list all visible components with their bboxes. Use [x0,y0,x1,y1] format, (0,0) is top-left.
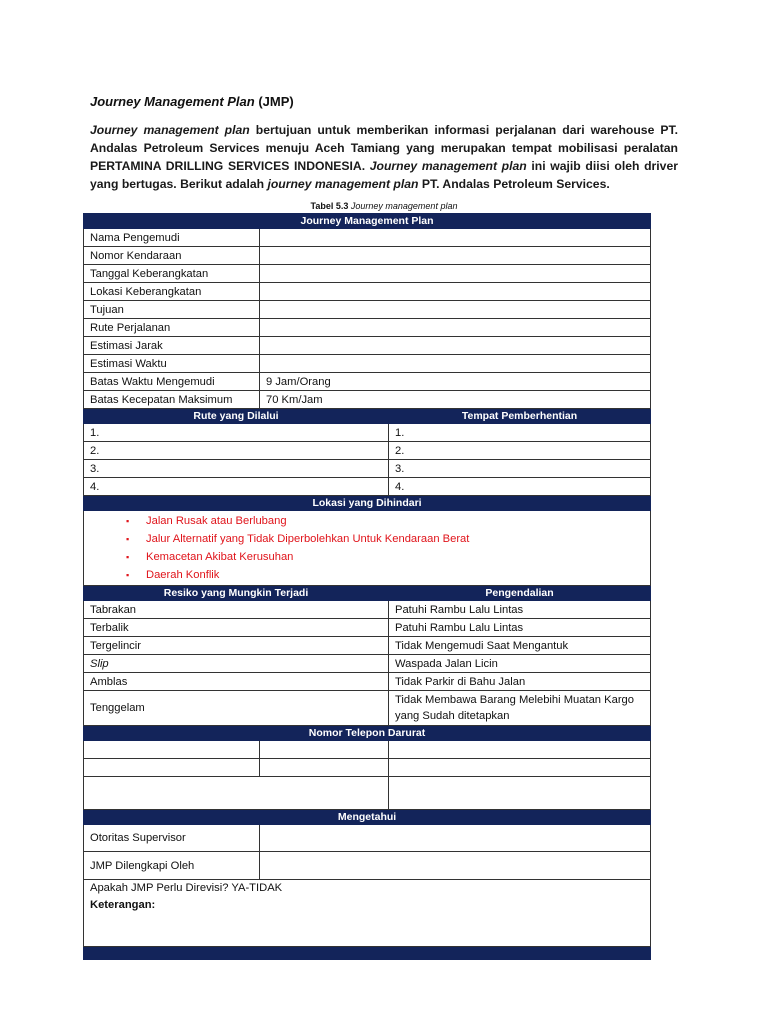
emergency-cell[interactable] [389,777,651,810]
acknowledge-header-row [84,810,651,825]
completed-by-label: JMP Dilengkapi Oleh [84,852,260,880]
field-label: Estimasi Jarak [84,337,260,355]
route-row [84,424,651,442]
control-cell: Patuhi Rambu Lalu Lintas [389,619,651,637]
revision-cell [84,880,651,947]
supervisor-label: Otoritas Supervisor [84,825,260,852]
field-value[interactable] [260,283,651,301]
bullet-icon: ▪ [126,534,130,544]
field-value[interactable]: 9 Jam/Orang [260,373,651,391]
field-row [84,391,651,409]
caption-title: Journey management plan [348,201,458,211]
route-item[interactable]: 2. [84,442,389,460]
risk-cell: Terbalik [84,619,389,637]
emergency-cell[interactable] [84,741,260,759]
bullet-icon: ▪ [126,570,130,580]
field-row [84,265,651,283]
field-label: Nomor Kendaraan [84,247,260,265]
route-item[interactable]: 1. [84,424,389,442]
field-label: Lokasi Keberangkatan [84,283,260,301]
field-label: Tanggal Keberangkatan [84,265,260,283]
intro-term-3: journey management plan [267,177,419,191]
field-label: Rute Perjalanan [84,319,260,337]
emergency-cell[interactable] [84,777,389,810]
route-item[interactable]: 3. [84,460,389,478]
stop-header: Tempat Pemberhentian [389,409,651,424]
risk-cell: Tenggelam [84,691,389,726]
avoid-item-text: Daerah Konflik [146,569,220,581]
emergency-cell[interactable] [389,741,651,759]
avoid-item [124,512,650,530]
caption-number: Tabel 5.3 [310,201,349,211]
control-cell: Tidak Membawa Barang Melebihi Muatan Kargo yang Sudah ditetapkan [389,691,651,726]
avoid-item [124,566,650,584]
avoid-item-text: Jalan Rusak atau Berlubang [146,515,287,527]
risk-header-row [84,586,651,601]
field-label: Batas Kecepatan Maksimum [84,391,260,409]
route-item[interactable]: 4. [84,478,389,496]
stop-item[interactable]: 1. [389,424,651,442]
intro-text-2: ini wajib diisi oleh driver yang bertugas. Berikut adalah [90,159,678,191]
intro-term-2: Journey management plan [369,159,527,173]
field-row [84,301,651,319]
avoid-header: Lokasi yang Dihindari [84,496,651,511]
field-value[interactable] [260,355,651,373]
supervisor-value[interactable] [260,825,651,852]
table-footer-bar [84,947,651,960]
emergency-cell[interactable] [84,759,260,777]
intro-term-1: Journey management plan [90,123,250,137]
risk-header: Resiko yang Mungkin Terjadi [84,586,389,601]
heading-suffix: (JMP) [254,94,294,109]
control-cell: Tidak Parkir di Bahu Jalan [389,673,651,691]
stop-item[interactable]: 3. [389,460,651,478]
stop-item[interactable]: 2. [389,442,651,460]
revision-question: Apakah JMP Perlu Direvisi? YA-TIDAK [90,882,283,894]
table-title-row [84,214,651,229]
emergency-row [84,759,651,777]
control-header: Pengendalian [389,586,651,601]
field-value[interactable] [260,337,651,355]
table-title: Journey Management Plan [84,214,651,229]
control-cell: Waspada Jalan Licin [389,655,651,673]
field-label: Nama Pengemudi [84,229,260,247]
avoid-list [84,512,650,584]
emergency-header-row [84,726,651,741]
risk-row [84,637,651,655]
acknowledge-row [84,852,651,880]
field-value[interactable] [260,265,651,283]
risk-cell: Tergelincir [84,637,389,655]
emergency-row [84,777,651,810]
journey-plan-table [83,213,651,960]
field-row [84,229,651,247]
field-value[interactable] [260,301,651,319]
field-row [84,283,651,301]
field-row [84,247,651,265]
field-row [84,355,651,373]
field-value[interactable]: 70 Km/Jam [260,391,651,409]
revision-row [84,880,651,947]
avoid-item-text: Kemacetan Akibat Kerusuhan [146,551,294,563]
intro-text-1: bertujuan untuk memberikan informasi perjalanan dari warehouse PT. Andalas Petroleum Services menuju Aceh Tamiang yang merupakan tempat mobilisasi peralatan PERTAMINA DRILLING SERVICES INDONESIA. [90,123,679,173]
bullet-icon: ▪ [126,516,130,526]
heading-italic: Journey Management Plan [90,94,255,109]
acknowledge-header: Mengetahui [84,810,651,825]
field-label: Batas Waktu Mengemudi [84,373,260,391]
emergency-cell[interactable] [260,759,389,777]
field-value[interactable] [260,319,651,337]
risk-cell: Slip [84,655,389,673]
route-header: Rute yang Dilalui [84,409,389,424]
route-row [84,442,651,460]
risk-row [84,655,651,673]
stop-item[interactable]: 4. [389,478,651,496]
field-value[interactable] [260,247,651,265]
section-heading [90,94,294,109]
emergency-cell[interactable] [260,741,389,759]
avoid-item [124,530,650,548]
field-label: Estimasi Waktu [84,355,260,373]
field-label: Tujuan [84,301,260,319]
avoid-item [124,548,650,566]
risk-row [84,691,651,726]
risk-row [84,673,651,691]
risk-cell: Tabrakan [84,601,389,619]
control-cell: Patuhi Rambu Lalu Lintas [389,601,651,619]
route-row [84,478,651,496]
bullet-icon: ▪ [126,552,130,562]
avoid-cell [84,511,651,586]
field-value[interactable] [260,229,651,247]
field-row [84,337,651,355]
field-row [84,319,651,337]
remarks-label: Keterangan: [90,899,156,911]
route-header-row [84,409,651,424]
table-footer-row [84,947,651,960]
risk-row [84,619,651,637]
table-caption [0,201,768,211]
completed-by-value[interactable] [260,852,651,880]
emergency-header: Nomor Telepon Darurat [84,726,651,741]
risk-cell: Amblas [84,673,389,691]
acknowledge-row [84,825,651,852]
intro-text-3: PT. Andalas Petroleum Services. [418,177,610,191]
route-row [84,460,651,478]
field-row [84,373,651,391]
control-cell: Tidak Mengemudi Saat Mengantuk [389,637,651,655]
avoid-item-text: Jalur Alternatif yang Tidak Diperbolehkan Untuk Kendaraan Berat [146,533,470,545]
risk-row [84,601,651,619]
avoid-row [84,511,651,586]
avoid-header-row [84,496,651,511]
emergency-cell[interactable] [389,759,651,777]
intro-paragraph [90,121,678,193]
emergency-row [84,741,651,759]
